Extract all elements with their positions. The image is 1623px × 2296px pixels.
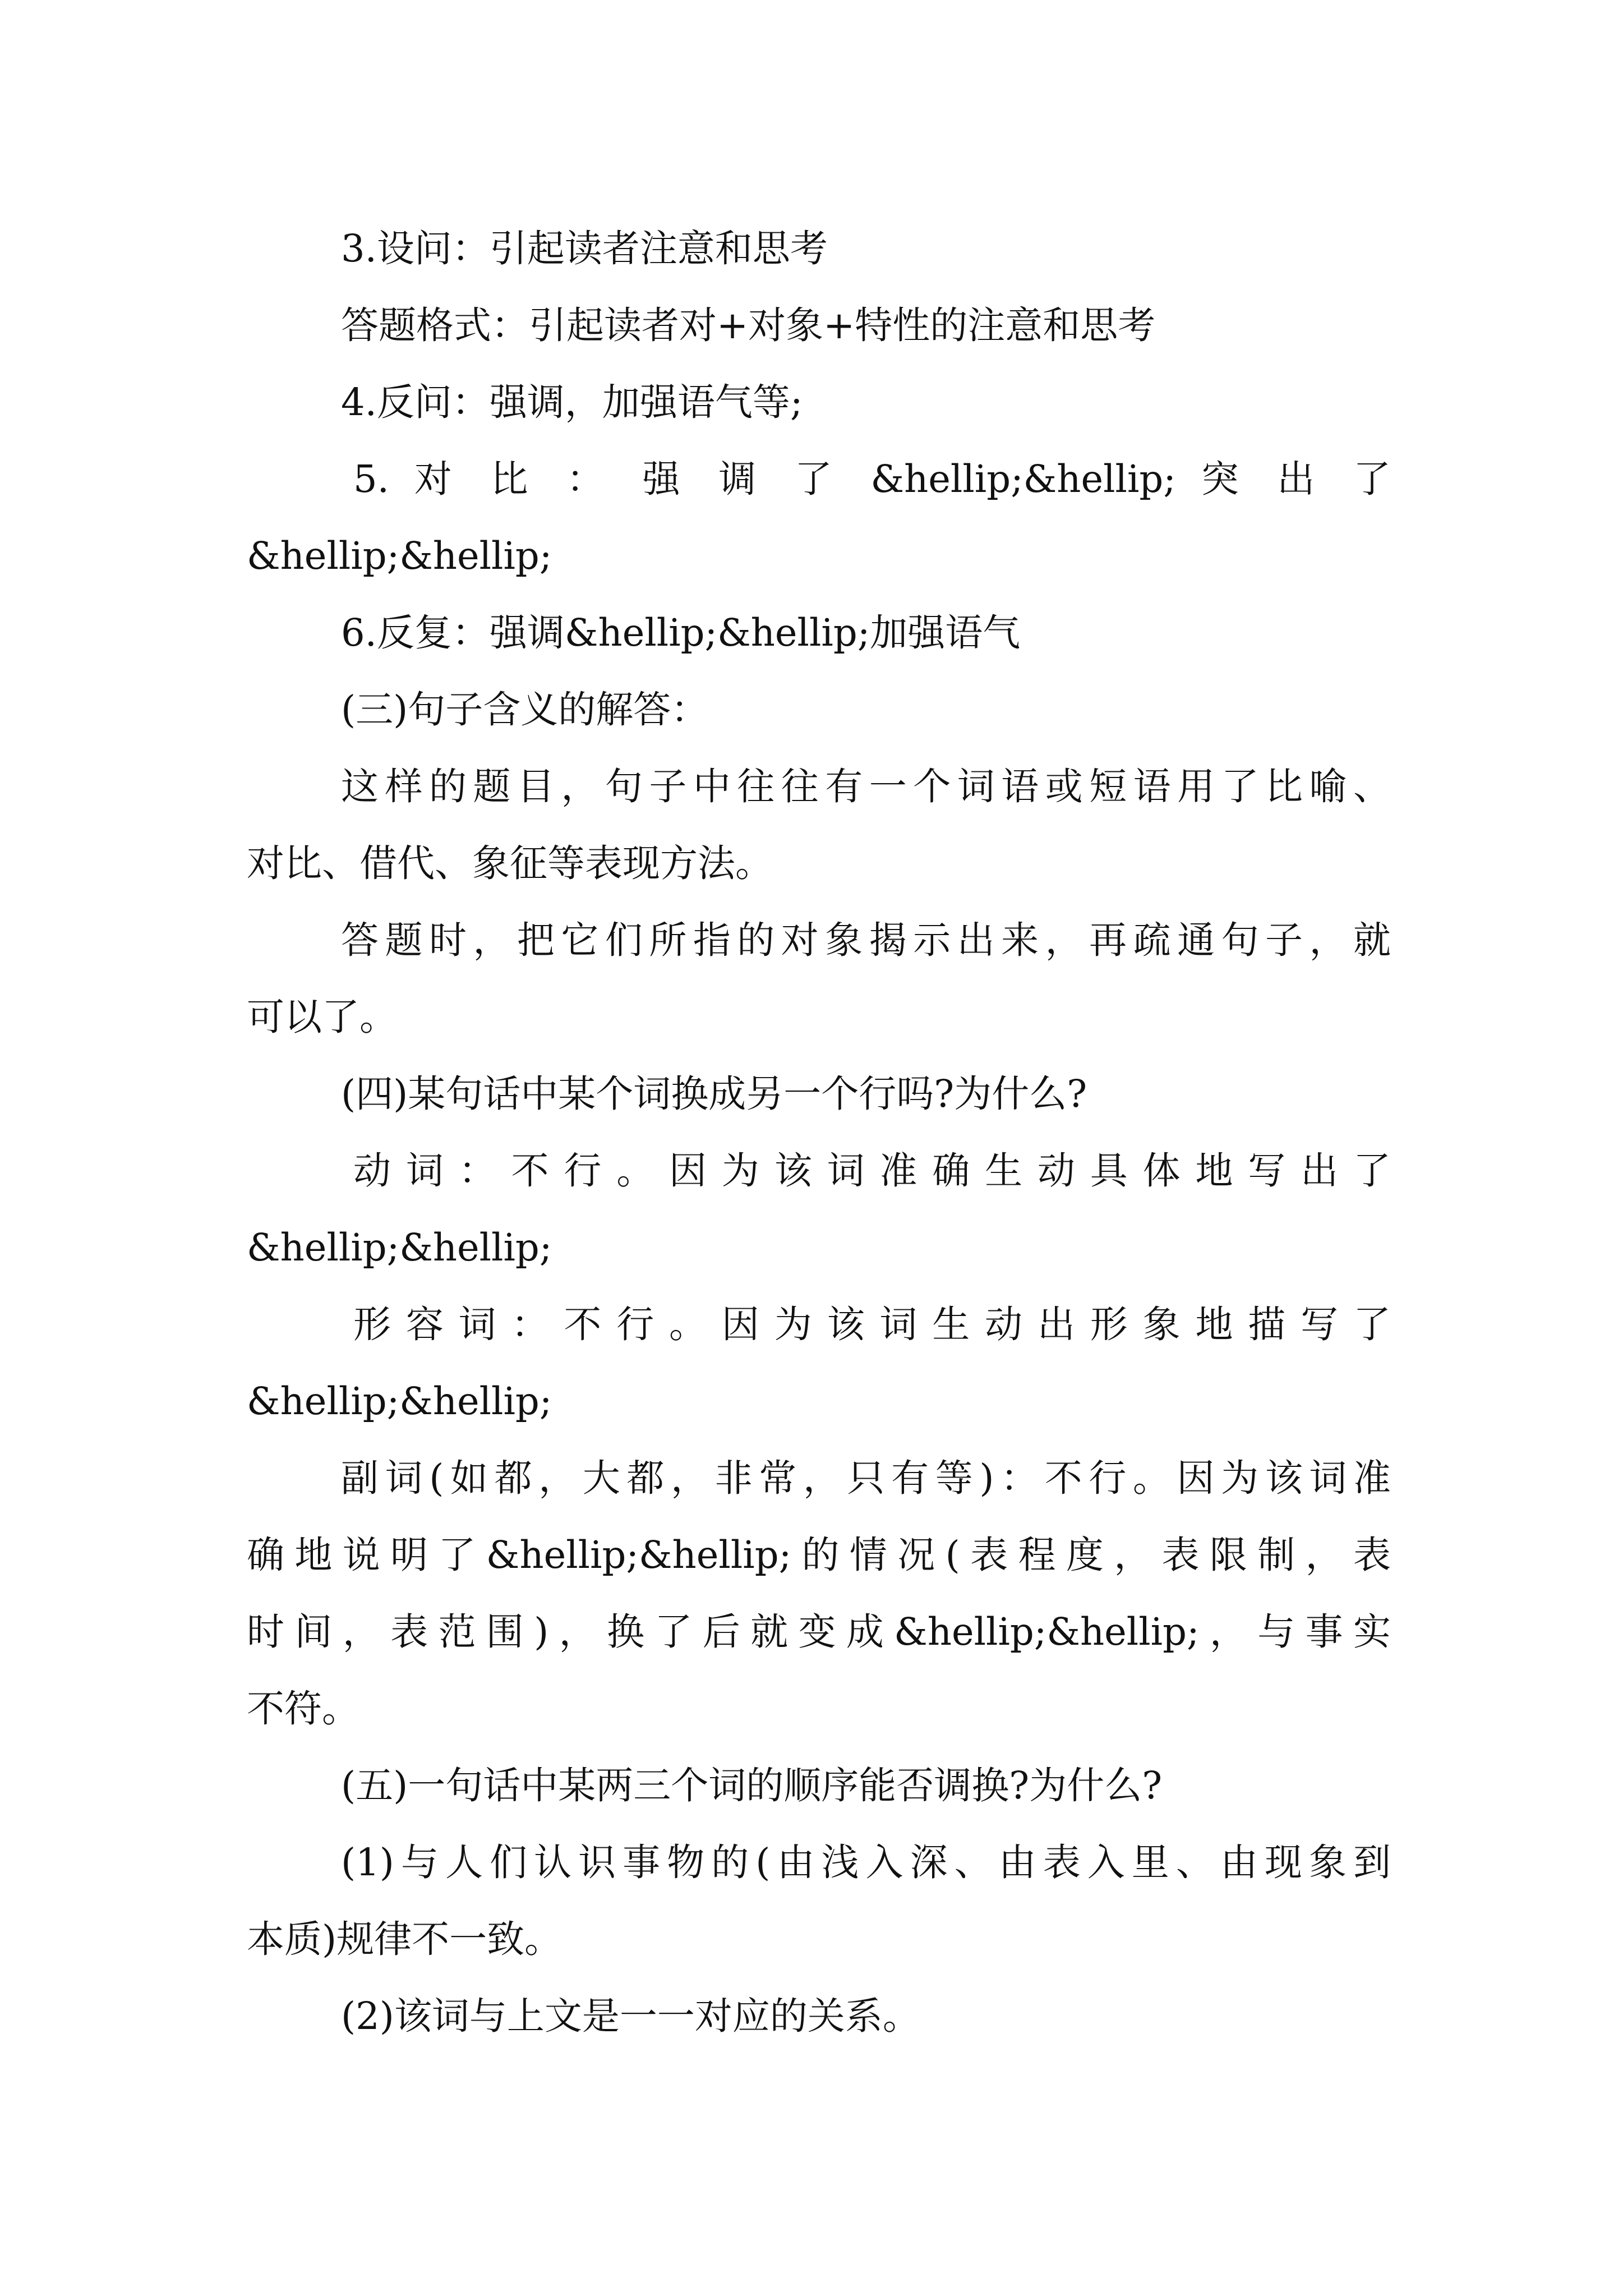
- text-line: 答题格式：引起读者对+对象+特性的注意和思考: [341, 303, 1156, 347]
- text-line: 5. 对 比 ： 强 调 了 &hellip;&hellip; 突 出 了: [353, 457, 1391, 501]
- text-line: &hellip;&hellip;: [247, 1226, 552, 1269]
- text-line: 答题时，把它们所指的对象揭示出来，再疏通句子，就: [341, 918, 1391, 962]
- text-line: (三)句子含义的解答：: [341, 688, 709, 731]
- text-line: 可以了。: [247, 995, 397, 1039]
- text-line: 动 词 ： 不 行 。 因 为 该 词 准 确 生 动 具 体 地 写 出 了: [353, 1149, 1391, 1193]
- text-line: 确地说明了&hellip;&hellip;的情况(表程度，表限制，表: [247, 1533, 1391, 1577]
- text-line: &hellip;&hellip;: [247, 534, 552, 578]
- text-line: (2)该词与上文是一一对应的关系。: [341, 1994, 920, 2038]
- text-line: 对比、借代、象征等表现方法。: [247, 841, 773, 885]
- text-line: (五)一句话中某两三个词的顺序能否调换?为什么?: [341, 1764, 1163, 1807]
- text-line: 不符。: [247, 1687, 359, 1731]
- text-line: 4.反问：强调，加强语气等;: [341, 380, 803, 424]
- text-line: (1)与人们认识事物的(由浅入深、由表入里、由现象到: [341, 1841, 1391, 1884]
- text-line: 3.设问：引起读者注意和思考: [341, 227, 828, 270]
- text-line: 时间，表范围)，换了后就变成&hellip;&hellip;，与事实: [247, 1610, 1391, 1654]
- text-line: (四)某句话中某个词换成另一个行吗?为什么?: [341, 1072, 1087, 1116]
- text-line: 6.反复：强调&hellip;&hellip;加强语气: [341, 611, 1021, 655]
- document-body: [247, 210, 1391, 2055]
- text-line: 本质)规律不一致。: [247, 1917, 562, 1961]
- text-line: &hellip;&hellip;: [247, 1379, 552, 1423]
- text-line: 形 容 词 ： 不 行 。 因 为 该 词 生 动 出 形 象 地 描 写 了: [353, 1303, 1391, 1346]
- text-line: 副词(如都，大都，非常，只有等)：不行。因为该词准: [341, 1456, 1391, 1500]
- text-line: 这样的题目，句子中往往有一个词语或短语用了比喻、: [341, 765, 1391, 808]
